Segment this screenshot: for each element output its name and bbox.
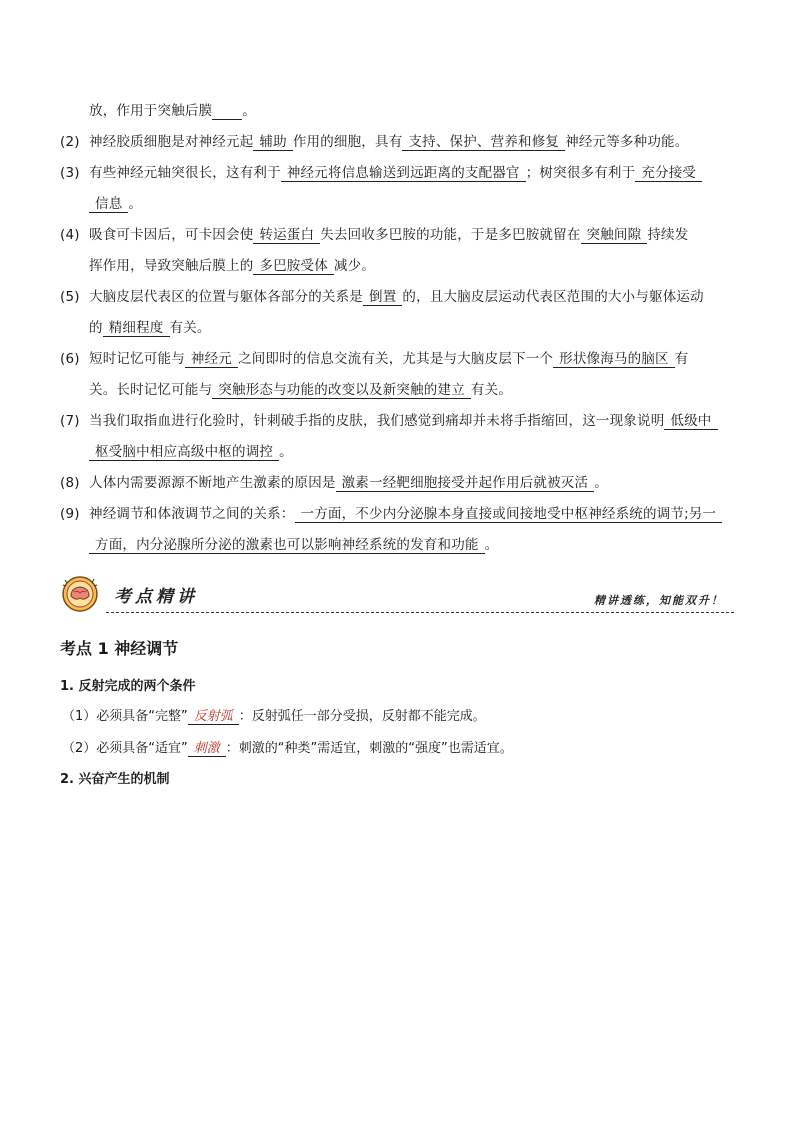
item-text: 当我们取指血进行化验时，针刺破手指的皮肤，我们感觉到痛却并未将手指缩回，这一现象说明 xyxy=(89,413,665,429)
item-line xyxy=(89,189,736,220)
item-line xyxy=(89,127,736,158)
condition-1-suffix: ：反射弧任一部分受损，反射都不能完成。 xyxy=(238,709,486,724)
item-text: 神经元等多种功能。 xyxy=(565,134,689,150)
item-text: 神经调节和体液调节之间的关系： xyxy=(89,506,295,522)
condition-2-prefix: （2）必须具备“适宜” xyxy=(62,741,188,756)
item-line xyxy=(89,96,736,127)
answer-blank: 突触间隙 xyxy=(581,227,648,244)
condition-1 xyxy=(62,705,486,724)
item-text: 的 xyxy=(89,320,103,336)
brain-badge-icon xyxy=(60,574,100,614)
list-item xyxy=(60,344,736,406)
item-text: 短时记忆可能与 xyxy=(89,351,185,367)
answer-blank xyxy=(212,103,242,120)
item-number: (6) xyxy=(60,351,80,367)
answer-blank: 方面，内分泌腺所分泌的激素也可以影响神经系统的发育和功能 xyxy=(89,537,485,554)
condition-1-prefix: （1）必须具备“完整” xyxy=(62,709,188,724)
item-text: 挥作用，导致突触后膜上的 xyxy=(89,258,254,274)
subheading-1: 1. 反射完成的两个条件 xyxy=(60,679,196,694)
item-number: (5) xyxy=(60,289,80,305)
item-line xyxy=(89,499,736,530)
item-text: 作用的细胞，具有 xyxy=(292,134,403,150)
item-line xyxy=(89,158,736,189)
section-banner xyxy=(58,572,734,618)
fill-in-list xyxy=(60,96,736,561)
list-item xyxy=(60,499,736,561)
item-line xyxy=(89,375,736,406)
answer-blank: 辅助 xyxy=(253,134,292,151)
answer-blank: 枢受脑中相应高级中枢的调控 xyxy=(89,444,279,461)
item-text: 大脑皮层代表区的位置与躯体各部分的关系是 xyxy=(89,289,363,305)
condition-2-suffix: ：刺激的“种类”需适宜，刺激的“强度”也需适宜。 xyxy=(225,741,513,756)
item-text: 有 xyxy=(674,351,689,367)
item-line xyxy=(89,468,736,499)
item-text: 之间即时的信息交流有关，尤其是与大脑皮层下一个 xyxy=(238,351,554,367)
subheading-2: 2. 兴奋产生的机制 xyxy=(60,772,170,787)
answer-blank: 一方面，不少内分泌腺本身直接或间接地受中枢神经系统的调节;另一 xyxy=(295,506,723,523)
item-text: 。 xyxy=(128,196,143,212)
answer-blank: 精细程度 xyxy=(103,320,170,337)
answer-blank: 突触形态与功能的改变以及新突触的建立 xyxy=(212,382,471,399)
item-line xyxy=(89,220,736,251)
item-text: ；树突很多有利于 xyxy=(525,165,636,181)
item-number: (2) xyxy=(60,134,80,150)
item-number: (9) xyxy=(60,506,80,522)
list-item xyxy=(60,220,736,282)
list-item xyxy=(60,158,736,220)
item-text: 。 xyxy=(242,103,256,119)
answer-blank: 神经元 xyxy=(185,351,238,368)
condition-2-answer: 刺激 xyxy=(188,741,226,757)
answer-blank: 倒置 xyxy=(363,289,402,306)
item-text: 神经胶质细胞是对神经元起 xyxy=(89,134,254,150)
item-text: 吸食可卡因后，可卡因会使 xyxy=(89,227,254,243)
banner-slogan: 精讲透练，知能双升！ xyxy=(594,594,724,607)
item-line xyxy=(89,530,736,561)
item-text: 的，且大脑皮层运动代表区范围的大小与躯体运动 xyxy=(402,289,704,305)
item-line xyxy=(89,282,736,313)
list-item xyxy=(60,127,736,158)
answer-blank: 激素一经靶细胞接受并起作用后就被灭活 xyxy=(336,475,595,492)
condition-2 xyxy=(62,737,513,756)
banner-title: 考点精讲 xyxy=(114,587,198,607)
answer-blank: 多巴胺受体 xyxy=(253,258,334,275)
answer-blank: 充分接受 xyxy=(635,165,702,182)
item-text: 。 xyxy=(279,444,293,460)
item-text: 关。长时记忆可能与 xyxy=(89,382,213,398)
list-item xyxy=(60,96,736,127)
item-line xyxy=(89,313,736,344)
answer-blank: 低级中 xyxy=(664,413,717,430)
item-line xyxy=(89,437,736,468)
item-text: 。 xyxy=(484,537,499,553)
item-text: 持续发 xyxy=(647,227,689,243)
answer-blank: 信息 xyxy=(89,196,128,213)
item-text: 失去回收多巴胺的功能，于是多巴胺就留在 xyxy=(320,227,581,243)
list-item xyxy=(60,282,736,344)
item-number: (8) xyxy=(60,475,80,491)
item-text: 人体内需要源源不断地产生激素的原因是 xyxy=(89,475,336,491)
item-line xyxy=(89,251,736,282)
item-line xyxy=(89,344,736,375)
section-heading: 考点 1 神经调节 xyxy=(60,639,179,658)
item-text: 有些神经元轴突很长，这有利于 xyxy=(89,165,281,181)
banner-divider xyxy=(106,612,734,613)
list-item xyxy=(60,468,736,499)
item-text: 放，作用于突触后膜 xyxy=(89,103,213,119)
item-text: 。 xyxy=(594,475,608,491)
item-line xyxy=(89,406,736,437)
item-text: 有关。 xyxy=(470,382,513,398)
answer-blank: 转运蛋白 xyxy=(253,227,320,244)
answer-blank: 支持、保护、营养和修复 xyxy=(402,134,565,151)
condition-1-answer: 反射弧 xyxy=(188,709,239,725)
item-number: (4) xyxy=(60,227,80,243)
item-text: 有关。 xyxy=(169,320,211,336)
answer-blank: 形状像海马的脑区 xyxy=(553,351,675,368)
list-item xyxy=(60,406,736,468)
item-number: (3) xyxy=(60,165,80,181)
answer-blank: 神经元将信息输送到远距离的支配器官 xyxy=(281,165,526,182)
item-text: 减少。 xyxy=(333,258,376,274)
item-number: (7) xyxy=(60,413,80,429)
